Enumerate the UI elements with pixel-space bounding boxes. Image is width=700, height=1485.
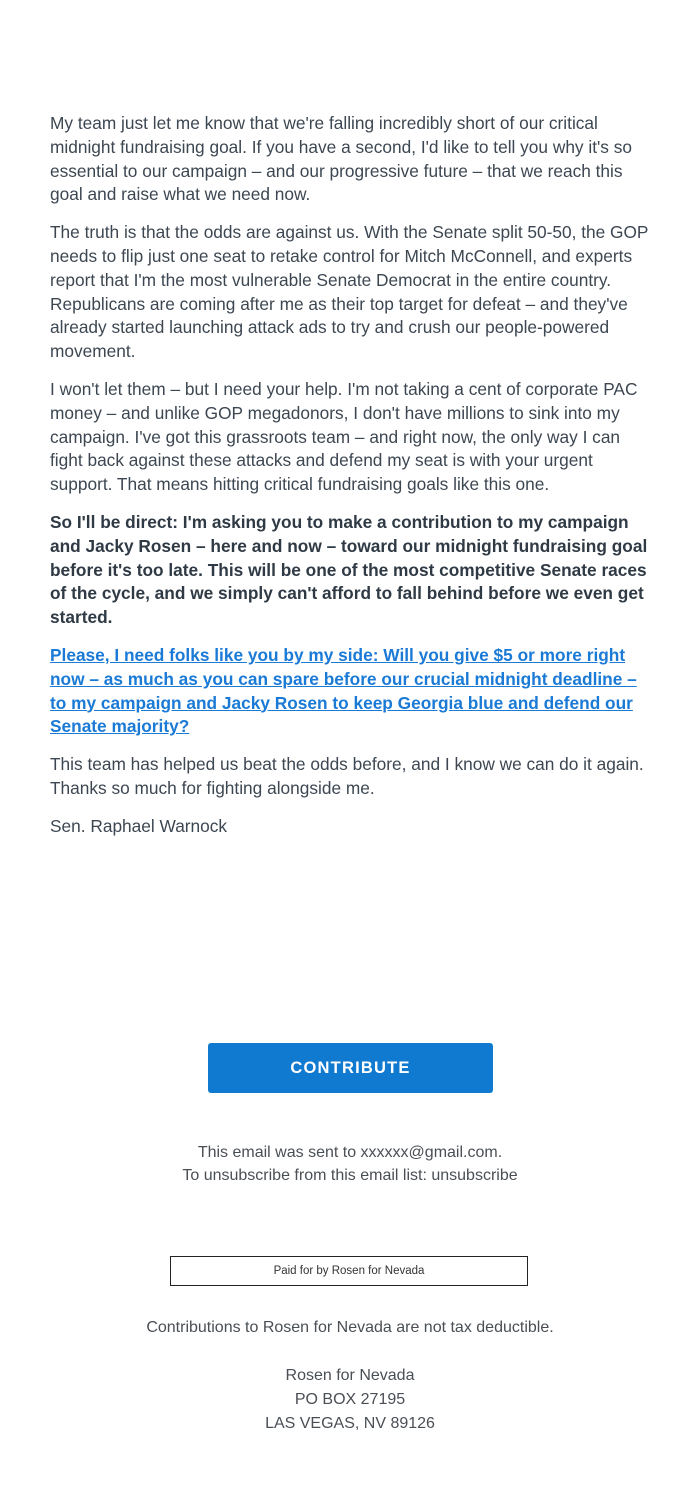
unsubscribe-link[interactable]: unsubscribe [431,1167,518,1184]
tax-deductible-notice: Contributions to Rosen for Nevada are not tax deductible. [146,1319,554,1336]
unsubscribe-prefix: To unsubscribe from this email list: [182,1167,432,1184]
body-paragraph-3: I won't let them – but I need your help. I'm not taking a cent of corporate PAC money – and unlike GOP megadonors, I don't have millions to sink into my campaign. I've got this grassroots team – and right now, the only way I can fight back against these attacks and defend my seat is with your urgent support. That means hitting critical fundraising goals like this one. [50,378,638,495]
closing-paragraph: This team has helped us beat the odds before, and I know we can do it again. Thanks so much for fighting alongside me. [50,754,644,798]
address-city: LAS VEGAS, NV 89126 [265,1415,435,1432]
donation-link[interactable]: Please, I need folks like you by my side: Will you give $5 or more right now – as much as you can spare before our crucial midnight deadline – to my campaign and Jacky Rosen to keep Georgia blue and defend our Senate majority? [50,644,637,737]
signature: Sen. Raphael Warnock [50,815,228,836]
email-body [50,112,650,839]
paid-for-disclaimer: Paid for by Rosen for Nevada [170,1256,528,1286]
sent-to-notice: This email was sent to xxxxxx@gmail.com. [197,1144,503,1161]
body-paragraph-1: My team just let me know that we're falling incredibly short of our critical midnight fundraising goal. If you have a second, I'd like to tell you why it's so essential to our campaign – and our progressive future – that we reach this goal and raise what we need now. [50,113,633,205]
address-po-box: PO BOX 27195 [294,1391,406,1408]
bold-ask-paragraph: So I'll be direct: I'm asking you to make a contribution to my campaign and Jacky Rosen – here and now – toward our midnight fundraising goal before it's too late. This will be one of the most competitive Senate races of the cycle, and we simply can't afford to fall behind before we even get started. [50,511,648,628]
body-paragraph-2: The truth is that the odds are against us. With the Senate split 50-50, the GOP needs to flip just one seat to retake control for Mitch McConnell, and experts report that I'm the most vulnerable Senate Democrat in the entire country. Republicans are coming after me as their top target for defeat – and they've already started launching attack ads to try and crush our people-powered movement. [50,222,649,362]
donation-link-paragraph [50,644,650,739]
contribute-button[interactable]: CONTRIBUTE [208,1043,493,1093]
unsubscribe-notice [0,1164,700,1187]
address-name: Rosen for Nevada [285,1367,415,1384]
